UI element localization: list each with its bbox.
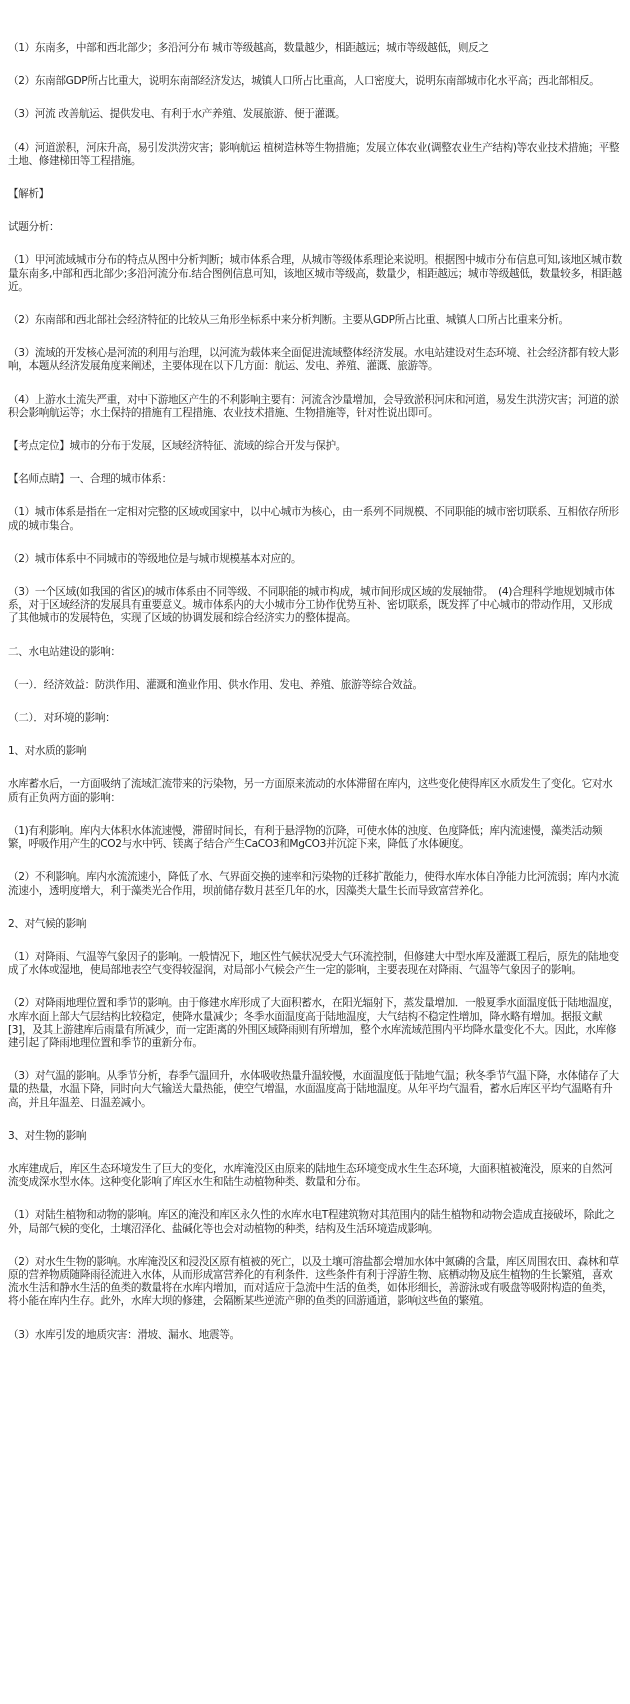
water-quality-heading: 1、对水质的影响 (8, 745, 87, 758)
analysis-item-2: （2）东南部和西北部社会经济特征的比较从三角形坐标系中来分析判断。主要从GDP所占比重、城镇人口所占比重来分析。 (8, 314, 569, 327)
analysis-item-3: （3）流域的开发核心是河流的利用与治理，以河流为载体来全面促进流域整体经济发展。水电站建设对生态环境、社会经济都有较大影响，本题从经济发展角度来阐述，主要体现在以下几方面：航运、发电、养殖、灌溉、旅游等。 (8, 347, 619, 373)
section-hydropower-heading: 二、水电站建设的影响： (8, 645, 121, 658)
biology-item-2: （2）对水生生物的影响。水库淹没区和浸没区原有植被的死亡，以及土壤可溶盐都会增加水体中氮磷的含量，库区周围农田、森林和草原的营养物质随降雨径流进入水体，从而形成富营养化的有利条件．这些条件有利于浮游生物、底栖动物及底生植物的生长繁殖，喜欢流水生活和静水生活的鱼类的数量将在水库内增加，而对适应于急流中生活的鱼类，如体形细长，善游泳或有吸盘等吸附构造的鱼类，将小能在库内生存。此外，水库大坝的修建，会隔断某些逆流产卵的鱼类的回游通道，影响这些鱼的繁殖。 (8, 1255, 619, 1308)
climate-item-1: （1）对降雨、气温等气象因子的影响。一般情况下，地区性气候状况受大气环流控制，但修建大中型水库及灌溉工程后，原先的陆地变成了水体或湿地，使局部地表空气变得较湿润，对局部小气候会产生一定的影响，主要表现在对降雨、气温等气象因子的影响。 (8, 950, 619, 977)
answer-item-2: （2）东南部GDP所占比重大，说明东南部经济发达，城镇人口所占比重高，人口密度大，说明东南部城市化水平高；西北部相反。 (8, 75, 600, 88)
biology-heading: 3、对生物的影响 (8, 1129, 87, 1142)
analysis-item-1: （1）甲河流域城市分布的特点从图中分析判断；城市体系合理，从城市等级体系理论来说明。根据图中城市分布信息可知,该地区城市数量东南多,中部和西北部少;多沿河流分布.结合图例信息可知，该地区城市等级高，数量少，相距越远；城市等级越低，数量较多，相距越近。 (8, 254, 622, 293)
city-system-item-1: （1）城市体系是指在一定相对完整的区域或国家中，以中心城市为核心，由一系列不同规模、不同职能的城市密切联系、互相依存所形成的城市集合。 (8, 506, 619, 532)
biology-intro: 水库建成后，库区生态环境发生了巨大的变化，水库淹没区由原来的陆地生态环境变成水生生态环境，大面积植被淹没，原来的自然河流变成深水型水体。这种变化影响了库区水生和陆生动植物种类、数量和分布。 (8, 1162, 613, 1189)
water-quality-intro: 水库蓄水后，一方面吸纳了流域汇流带来的污染物，另一方面原来流动的水体滞留在库内，这些变化使得库区水质发生了变化。它对水质有正负两方面的影响： (8, 778, 613, 804)
analysis-heading: 【解析】 (8, 188, 49, 201)
answer-item-1: （1）东南多，中部和西北部少；多沿河分布 城市等级越高，数量越少，相距越远；城市等级越低，则反之 (8, 42, 489, 54)
water-quality-positive: （1)有利影响。库内大体积水体流速慢，滞留时间长，有利于悬浮物的沉降，可使水体的浊度、色度降低；库内流速慢，藻类活动频繁，呼吸作用产生的CO2与水中钙、镁离子结合产生CaCO3和MgCO3并沉淀下来，降低了水体硬度。 (8, 824, 603, 851)
exam-point: 【考点定位】城市的分布于发展，区域经济特征、流域的综合开发与保护。 (8, 440, 347, 453)
water-quality-negative: （2）不利影响。库内水流流速小，降低了水、气界面交换的速率和污染物的迁移扩散能力，使得水库水体自净能力比河流弱；库内水流流速小，透明度增大，利于藻类光合作用，坝前储存数月甚至几年的水，因藻类大量生长而导致富营养化。 (8, 871, 619, 897)
climate-item-2: （2）对降雨地理位置和季节的影响。由于修建水库形成了大面积蓄水，在阳光辐射下，蒸发量增加．一般夏季水面温度低于陆地温度，水库水面上部大气层结构比较稳定，使降水量减少；冬季水面温度高于陆地温度，大气结构不稳定性增加，降水略有增加。据报文献[3]，及其上游建库后雨量有所减少，而一定距离的外围区域降雨则有所增加，整个水库流域范围内平均降水量变化不大。因此，水库修建引起了降雨地理位置和季节的重新分布。 (8, 997, 619, 1049)
answer-item-4: （4）河道淤积，河床升高，易引发洪涝灾害；影响航运 植树造林等生物措施；发展立体农业(调整农业生产结构)等农业技术措施；平整土地、修建梯田等工程措施。 (8, 141, 620, 167)
city-system-item-3: （3）一个区域(如我国的省区)的城市体系由不同等级、不同职能的城市构成，城市间形成区域的发展轴带。 (4)合理科学地规划城市体系，对于区域经济的发展具有重要意义。城市体系内的大小城市分工协作优势互补、密切联系，既发挥了中心城市的带动作用，又形成了其他城市的发展特色，实现了区域的协调发展和综合经济实力的整体提高。 (8, 586, 615, 625)
analysis-item-4: （4）上游水土流失严重，对中下游地区产生的不利影响主要有：河流含沙量增加，会导致淤积河床和河道，易发生洪涝灾害；河道的淤积会影响航运等；水土保持的措施有工程措施、农业技术措施、生物措施等，针对性说出即可。 (8, 393, 619, 419)
teacher-note-heading: 【名师点睛】一、合理的城市体系： (8, 473, 172, 486)
climate-item-3: （3）对气温的影响。从季节分析，春季气温回升，水体吸收热量升温较慢，水面温度低于陆地气温；秋冬季节气温下降，水体储存了大量的热量，水温下降，同时向大气输送大量热能，使空气增温，水面温度高于陆地温度。从年平均气温看，蓄水后库区平均气温略有升高，并且年温差、日温差减小。 (8, 1070, 619, 1109)
environment-impact-heading: （二）．对环境的影响： (8, 712, 116, 725)
city-system-item-2: （2）城市体系中不同城市的等级地位是与城市规模基本对应的。 (8, 552, 302, 565)
economic-benefit: （一）．经济效益：防洪作用、灌溉和渔业作用、供水作用、发电、养殖、旅游等综合效益。 (8, 678, 423, 691)
answer-item-3: （3）河流 改善航运、提供发电、有利于水产养殖、发展旅游、便于灌溉。 (8, 108, 346, 121)
climate-heading: 2、对气候的影响 (8, 917, 87, 930)
analysis-intro: 试题分析： (8, 221, 60, 234)
biology-item-1: （1）对陆生植物和动物的影响。库区的淹没和库区永久性的水库水电T程建筑物对其范围内的陆生植物和动物会造成直接破坏，除此之外，局部气候的变化，土壤沼泽化、盐碱化等也会对动植物的种类，结构及生活环境造成影响。 (8, 1209, 615, 1235)
geologic-hazards: （3）水库引发的地质灾害：滑坡、漏水、地震等。 (8, 1328, 240, 1341)
